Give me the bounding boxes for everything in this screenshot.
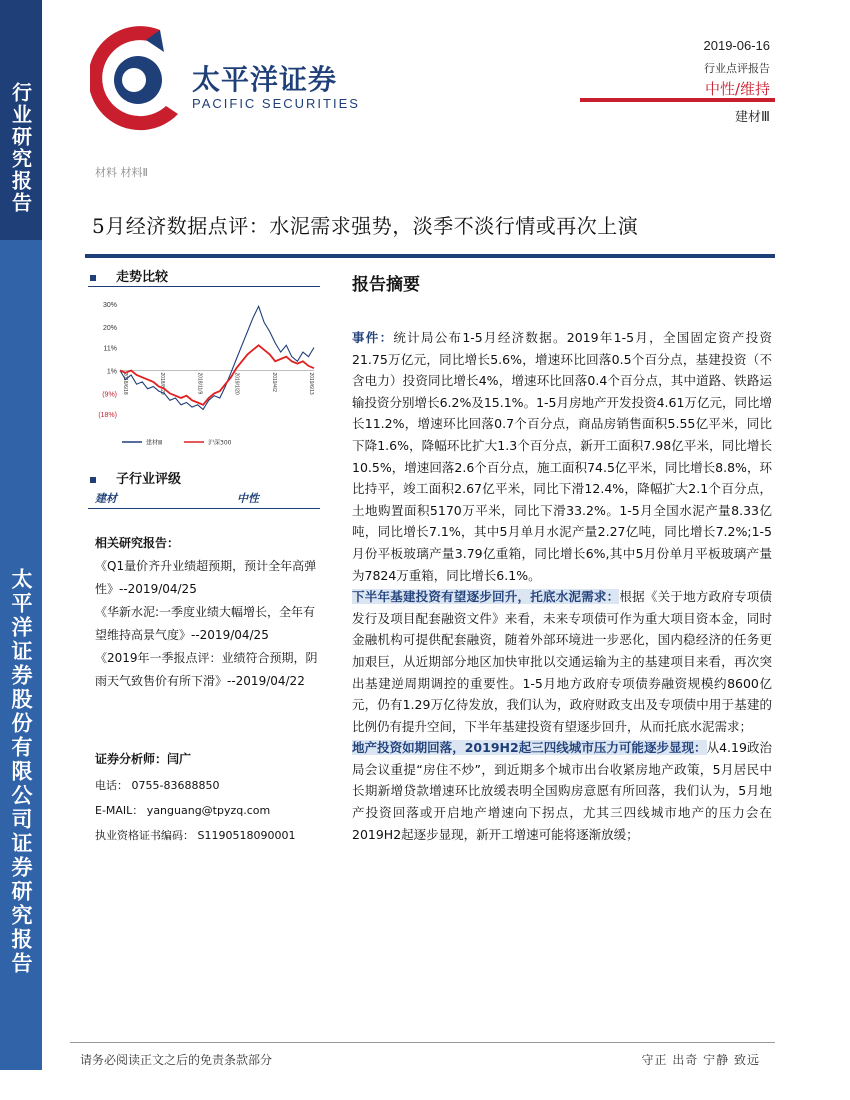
report-type: 行业点评报告: [704, 62, 770, 75]
legend-label: 沪深300: [208, 439, 232, 447]
sidebar-top: [0, 0, 42, 240]
summary-heading: 报告摘要: [352, 275, 420, 295]
related-heading: 相关研究报告：: [95, 536, 180, 550]
analyst-phone: 电话： 0755-83688850: [95, 779, 220, 792]
x-tick-label: 2019/6/13: [308, 372, 314, 395]
industry-label: 建材Ⅲ: [735, 110, 770, 125]
breadcrumb: 材料 材料Ⅱ: [95, 166, 148, 179]
related-item[interactable]: 《2019年一季报点评：业绩符合预期，阴雨天气致售价有所下滑》--2019/04/22: [95, 651, 318, 688]
summary-body: [352, 327, 772, 845]
trend-heading: 走势比较: [90, 266, 168, 285]
y-tick-label: (9%): [102, 391, 117, 399]
x-tick-label: 2019/4/2: [270, 372, 277, 392]
y-tick-label: (18%): [98, 412, 117, 419]
summary-paragraph-infrastructure: 下半年基建投资有望逐步回升，托底水泥需求：根据《关于地方政府专项债发行及项目配套融资文件》来看，未来专项债可作为重大项目资本金，同时金融机构可提供配套融资，随着外部环境进一步恶化，国内稳经济的任务更加艰巨，从近期部分地区加快审批以交通运输为主的基建项目来看，再次突出基建逆周期调控的重要性。1-5月地方政府专项债券融资规模约8600亿元，仍有1.29万亿待发放，我们认为，政府财政支出及专项债中用于基建的比例仍有提升空间，下半年基建投资有望逐步回升，从而托底水泥需求；: [352, 589, 772, 734]
y-tick-label: 30%: [102, 302, 117, 309]
y-tick-label: 20%: [102, 324, 117, 332]
title-divider: [85, 254, 775, 258]
analyst-email[interactable]: E-MAIL： yanguang@tpyzq.com: [95, 804, 271, 817]
subindustry-heading: 子行业评级: [90, 468, 181, 487]
header-red-divider: [580, 98, 775, 102]
trend-separator: [88, 286, 320, 287]
summary-paragraph-property: 地产投资如期回落，2019H2起三四线城市压力可能逐步显现：从4.19政治局会议重提“房住不炒”，到近期多个城市出台收紧房地产政策，5月居民中长期新增贷款增速环比放缓表明全国购房意愿有所回落，我们认为，5月地产投资回落或开启地产增速向下拐点，尤其三四线城市地产的压力会在2019H2起逐步显现，新开工增速可能将逐渐放缓；: [352, 740, 772, 842]
rating-badge: 中性/维持: [704, 80, 770, 98]
subindustry-name: 建材: [95, 492, 117, 505]
summary-paragraph-event: 事件：统计局公布1-5月经济数据。2019年1-5月，全国固定资产投资21.75万亿元，同比增长5.6%，增速环比回落0.5个百分点，基建投资（不含电力）投资同比增长4%，增速环比回落0.4个百分点，其中道路、铁路运输投资分别增长6.2%及15.1%。1-5月房地产开发投资4.61万亿元，同比增长11.2%，增速环比回落0.7个百分点，商品房销售面积5.55亿平米，同比下降1.6%，降幅环比扩大1.3个百分点，新开工面积7.98亿平米，同比增长10.5%，增速回落2.6个百分点，施工面积74.5亿平米，同比增长8.8%，环比持平，竣工面积2.67亿平米，同比下滑12.4%，降幅扩大2.1个百分点，土地购置面积5170万平米，同比下滑33.2%。1-5月全国水泥产量8.33亿吨，同比增长7.1%，其中5月单月水泥产量2.27亿吨，同比增长7.2%;1-5月份平板玻璃产量3.79亿重箱，同比增长6%,其中5月份单月平板玻璃产量为7824万重箱，同比增长6.1%。: [352, 330, 772, 583]
series-line: [120, 345, 314, 405]
subindustry-rating: 中性: [237, 492, 259, 505]
footer-motto: 守正 出奇 宁静 致远: [641, 1053, 760, 1067]
sidebar-company-text: 太平洋证券股份有限公司证券研究报告: [9, 568, 34, 976]
related-reports: [95, 532, 323, 693]
logo-en-text: PACIFIC SECURITIES: [192, 96, 360, 111]
analyst-heading: 证券分析师：闫广: [95, 752, 192, 766]
x-tick-label: 2018/11/9: [196, 372, 203, 395]
legend-label: 建材Ⅲ: [146, 439, 163, 447]
report-date: 2019-06-16: [703, 38, 770, 53]
related-item[interactable]: 《华新水泥:一季度业绩大幅增长，全年有望维持高景气度》--2019/04/25: [95, 605, 316, 642]
footer-divider: [70, 1042, 775, 1043]
subindustry-separator: [88, 508, 320, 509]
square-bullet-icon: [90, 477, 96, 483]
analyst-block: [95, 748, 323, 771]
sidebar-bottom: [0, 240, 42, 1070]
related-item[interactable]: 《Q1量价齐升业绩超预期，预计全年高弹性》--2019/04/25: [95, 559, 317, 596]
square-bullet-icon: [90, 275, 96, 281]
x-tick-label: 2018/6/18: [122, 372, 128, 395]
pacific-securities-logo-icon: [90, 22, 185, 132]
trend-chart: [92, 296, 322, 456]
analyst-cert: 执业资格证书编码： S1190518090001: [95, 829, 296, 842]
y-tick-label: 1%: [106, 368, 117, 376]
footer-disclaimer: 请务必阅读正文之后的免责条款部分: [80, 1053, 273, 1067]
y-tick-label: 11%: [103, 345, 117, 353]
x-tick-label: 2018/8/29: [159, 372, 166, 395]
x-tick-label: 2019/1/20: [233, 372, 240, 395]
page-title: 5月经济数据点评：水泥需求强势，淡季不淡行情或再次上演: [92, 214, 639, 238]
logo-cn-text: 太平洋证券: [192, 63, 338, 96]
sidebar-top-text: 行业研究报告: [8, 82, 33, 214]
